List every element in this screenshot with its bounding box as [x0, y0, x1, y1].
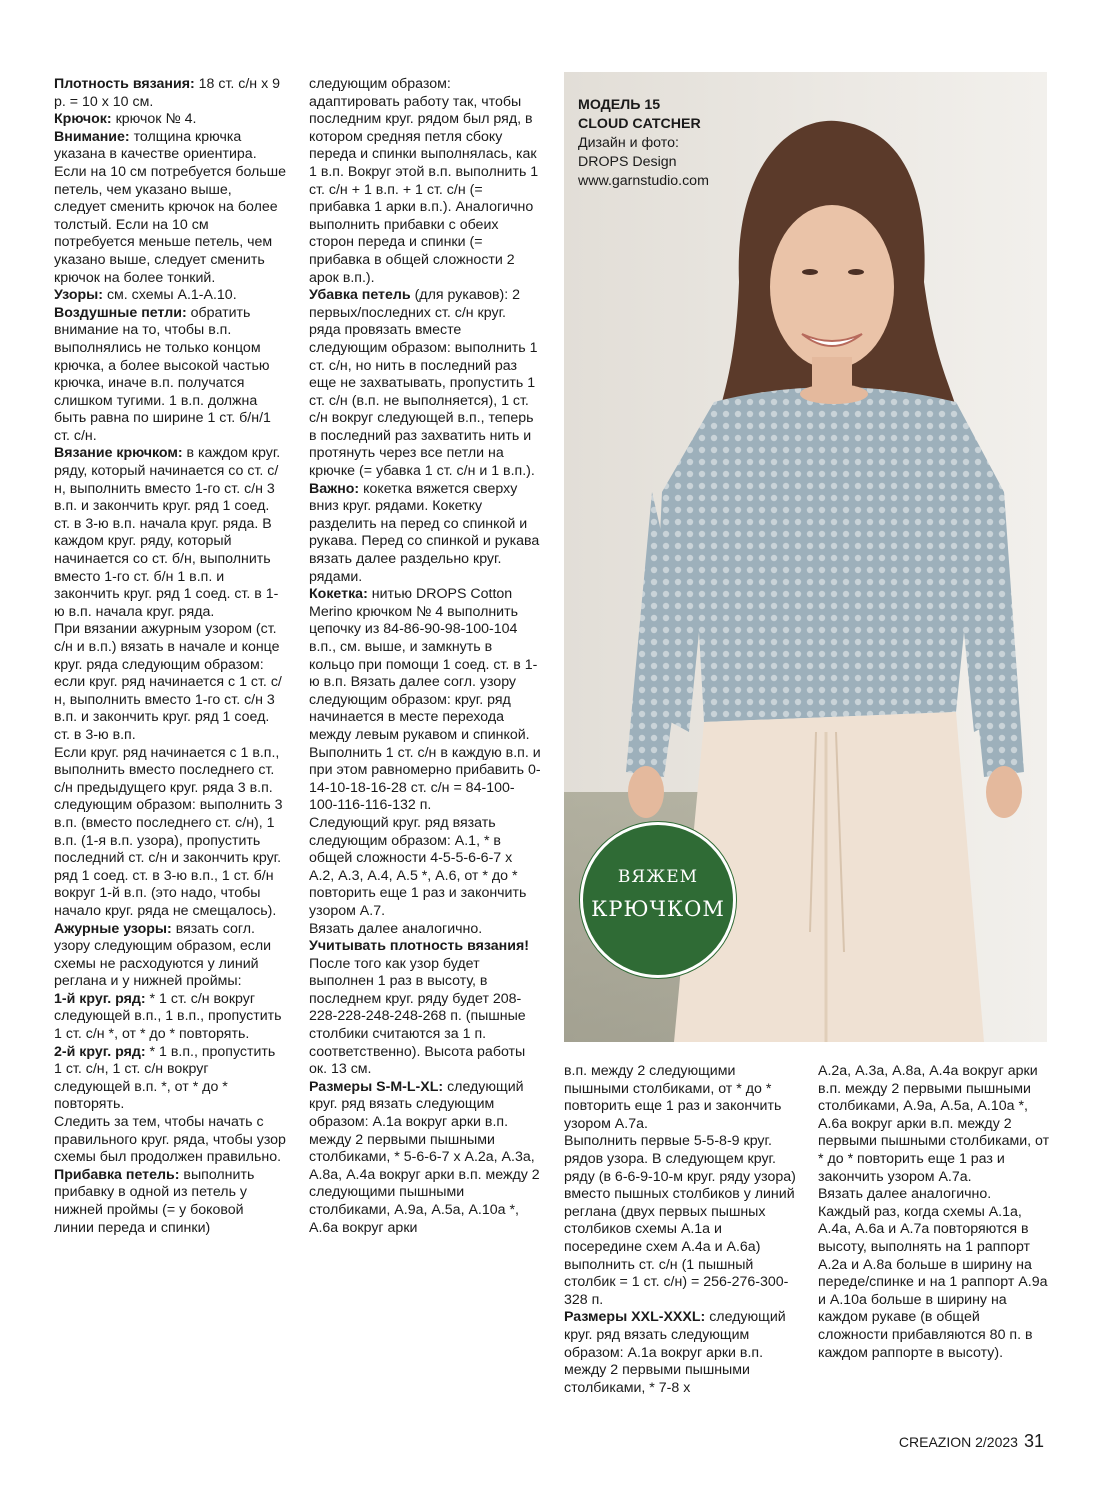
paragraph [54, 1114, 286, 1167]
paragraph-text: Каждый раз, когда схемы А.1а, А.4а, А.6а и А.7а повторяются в высоту, выполнять на 1 раппорт А.2а и А.8а больше в ширину на переде/спинке и на 1 раппорт А.9а и А.10а больше в ширину на каждом рукаве (в общей сложности прибавляются 80 п. в каждом раппорте в высоту). [818, 1203, 1048, 1361]
paragraph [309, 921, 541, 939]
photo-caption [578, 96, 709, 191]
paragraph-text: 18 ст. с/н х 9 р. = 10 х 10 см. [54, 76, 281, 110]
paragraph-text: толщина крючка указана в качестве ориентира. Если на 10 см потребуется больше петель, чем указано выше, следует сменить крючок на более толстый. Если на 10 см потребуется меньше петель, чем указано выше, следует сменить крючок на более тонкий. [54, 128, 286, 286]
paragraph [818, 1186, 1050, 1204]
paragraph-text: * 1 ст. с/н вокруг следующей в.п., 1 в.п., пропустить 1 ст. с/н *, от * до * повторять. [54, 990, 282, 1043]
paragraph [564, 1063, 796, 1133]
paragraph [54, 76, 286, 111]
paragraph-text: следующий круг. ряд вязать следующим образом: А.1а вокруг арки в.п. между 2 первыми пышными столбиками, * 5-6-6-7 х А.2а, А.3а, А.8а, А.4а вокруг арки в.п. между 2 следующими пышными столбиками, А.9а, А.5а, А.10а *, А.6а вокруг арки [309, 1078, 540, 1236]
paragraph-heading: 1-й круг. ряд: [54, 990, 146, 1007]
paragraph-heading: Важно: [309, 480, 360, 497]
paragraph-text: (для рукавов): 2 первых/последних ст. с/н круг. ряда провязать вместе следующим образом: выполнить 1 ст. с/н, но нить в последний раз еще не захватывать, пропустить 1 ст. с/н (в.п. не выполняется), 1 ст. с/н вокруг следующей в.п., теперь в последний раз захватить нить и протянуть через все петли на крючке (= убавка 1 ст. с/н и 1 в.п.). [309, 287, 538, 480]
paragraph-text: см. схемы А.1-А.10. [103, 287, 237, 304]
paragraph-heading: Размеры S-M-L-XL: [309, 1078, 444, 1095]
paragraph-heading: Размеры XXL-XXXL: [564, 1309, 706, 1326]
paragraph [564, 1309, 796, 1397]
paragraph-text: После того как узор будет выполнен 1 раз в высоту, в последнем круг. ряду будет 208-228-228-248-248-268 п. (пышные столбики считаются за 1 п. соответственно). Высота работы ок. 13 см. [309, 955, 526, 1078]
paragraph-heading: Кокетка: [309, 586, 368, 603]
paragraph [54, 991, 286, 1044]
paragraph-heading: Крючок: [54, 111, 112, 128]
paragraph [309, 76, 541, 287]
paragraph [309, 956, 541, 1079]
paragraph [309, 745, 541, 815]
paragraph-heading: 2-й круг. ряд: [54, 1043, 146, 1060]
paragraph-text: Следить за тем, чтобы начать с правильного круг. ряда, чтобы узор схемы был продолжен правильно. [54, 1114, 286, 1166]
paragraph-text: Выполнить 1 ст. с/н в каждую в.п. и при этом равномерно прибавить 0-14-10-18-16-28 ст. с/н = 84-100-100-116-116-132 п. [309, 744, 541, 814]
paragraph-text: кокетка вяжется сверху вниз круг. рядами. Кокетку разделить на перед со спинкой и рукава. Перед со спинкой и рукава вязать далее раздельно круг. рядами. [309, 480, 540, 585]
magazine-issue: CREAZION 2/2023 [898, 1434, 1018, 1450]
badge-line-1: ВЯЖЕМ [617, 867, 699, 887]
crochet-badge [580, 822, 736, 978]
paragraph [309, 481, 541, 587]
paragraph [54, 111, 286, 129]
paragraph [309, 287, 541, 481]
paragraph [54, 445, 286, 621]
paragraph [818, 1063, 1050, 1186]
paragraph [54, 305, 286, 446]
paragraph-text: следующий круг. ряд вязать следующим образом: А.1а вокруг арки в.п. между 2 первыми пышными столбиками, * 7-8 х [564, 1309, 786, 1396]
text-column-4 [818, 1063, 1050, 1362]
paragraph [309, 586, 541, 744]
paragraph [54, 129, 286, 287]
paragraph [564, 1133, 796, 1309]
paragraph-text: Если круг. ряд начинается с 1 в.п., выполнить вместо последнего ст. с/н предыдущего круг. ряда 3 в.п. следующим образом: выполнить 3 в.п. (вместо последнего ст. с/н), 1 в.п. (1-я в.п. узора), пропустить последний ст. с/н и закончить круг. ряд 1 соед. ст. в 3-ю в.п., 1 ст. б/н вокруг 1-й в.п. (это надо, чтобы начало круг. ряда не смещалось). [54, 744, 283, 919]
paragraph-text: обратить внимание на то, чтобы в.п. выполнялись не только концом крючка, а более высокой частью крючка, иначе в.п. получатся слишком тугими. 1 в.п. должна быть равна по ширине 1 ст. б/н/1 ст. с/н. [54, 304, 271, 444]
paragraph-text: Вязать далее аналогично. [309, 920, 483, 937]
paragraph-heading: Ажурные узоры: [54, 920, 172, 937]
paragraph-text: вязать согл. узору следующим образом, если схемы не расходуются у линий реглана и у нижней проймы: [54, 920, 272, 990]
paragraph-text: * 1 в.п., пропустить 1 ст. с/н, 1 ст. с/н вокруг следующей в.п. *, от * до * повторять. [54, 1043, 276, 1113]
paragraph-text: следующим образом: адаптировать работу так, чтобы последним круг. рядом был ряд, в котором средняя петля сбоку переда и спинки выполнялась, как 1 в.п. Вокруг этой в.п. выполнить 1 ст. с/н + 1 в.п. + 1 ст. с/н (= прибавка 1 арки в.п.). Аналогично выполнить прибавки с обеих сторон переда и спинки (= прибавка в общей сложности 2 арок в.п.). [309, 76, 539, 286]
paragraph-heading: Прибавка петель: [54, 1166, 180, 1183]
model-number: МОДЕЛЬ 15 [578, 97, 661, 113]
text-column-3 [564, 1063, 796, 1397]
paragraph [54, 1167, 286, 1237]
paragraph [818, 1204, 1050, 1362]
paragraph-text: Выполнить первые 5-5-8-9 круг. рядов узора. В следующем круг. ряду (в 6-6-9-10-м круг. ряду узора) вместо пышных столбиков у линий реглана (двух первых пышных столбиков схемы А.1а и посередине схем А.4а и А.6а) выполнить ст. с/н (1 пышный столбик = 1 ст. с/н) = 256-276-300-328 п. [564, 1133, 796, 1308]
designer-name: DROPS Design [578, 154, 677, 170]
paragraph [309, 1079, 541, 1237]
paragraph-text: Вязать далее аналогично. [818, 1186, 992, 1203]
credit-label: Дизайн и фото: [578, 135, 679, 151]
paragraph-heading: Плотность вязания: [54, 76, 195, 92]
model-name: CLOUD CATCHER [578, 116, 701, 132]
paragraph-heading: Воздушные петли: [54, 304, 187, 321]
paragraph-text: А.2а, А.3а, А.8а, А.4а вокруг арки в.п. между 2 первыми пышными столбиками, А.9а, А.5а, А.10а *, А.6а вокруг арки в.п. между 2 первыми пышными столбиками, от * до * повторить еще 1 раз и закончить узором А.7а. [818, 1063, 1050, 1185]
paragraph-text: Следующий круг. ряд вязать следующим образом: А.1, * в общей сложности 4-5-5-6-6-7 х А.2, А.3, А.4, А.5 *, А.6, от * до * повторить еще 1 раз и закончить узором А.7. [309, 814, 527, 919]
paragraph [54, 745, 286, 921]
model-photo [564, 72, 1047, 1042]
page-footer [899, 1431, 1044, 1452]
paragraph-text: При вязании ажурным узором (ст. с/н и в.п.) вязать в начале и конце круг. ряда следующим образом: если круг. ряд начинается с 1 ст. с/н, выполнить вместо 1-го ст. с/н 3 в.п. и закончить круг. ряд 1 соед. ст. в 3-ю в.п. [54, 621, 282, 743]
page-number: 31 [1023, 1431, 1044, 1451]
paragraph-text: нитью DROPS Cotton Merino крючком № 4 выполнить цепочку из 84-86-90-98-100-104 в.п., см. выше, и замкнуть в кольцо при помощи 1 соед. ст. в 1-ю в.п. Вязать далее согл. узору следующим образом: круг. ряд начинается в месте перехода между левым рукавом и спинкой. [309, 586, 538, 743]
paragraph-text: в каждом круг. ряду, который начинается со ст. с/н, выполнить вместо 1-го ст. с/н 3 в.п. и закончить круг. ряд 1 соед. ст. в 3-ю в.п. начала круг. ряда. В каждом круг. ряду, который начинается со ст. б/н, выполнить вместо 1-го ст. б/н 1 в.п. и закончить круг. ряд 1 соед. ст. в 1-ю в.п. начала круг. ряда. [54, 445, 281, 620]
text-column-1 [54, 76, 286, 1237]
paragraph-heading: Узоры: [54, 287, 103, 304]
paragraph-text: крючок № 4. [111, 111, 197, 128]
badge-line-2: КРЮЧКОМ [591, 897, 725, 921]
paragraph-heading: Убавка петель [309, 287, 411, 304]
paragraph [309, 815, 541, 921]
paragraph [54, 921, 286, 991]
paragraph-heading: Внимание: [54, 128, 130, 145]
paragraph-text: выполнить прибавку в одной из петель у нижней проймы (= у боковой линии переда и спинки) [54, 1166, 255, 1236]
paragraph-text: в.п. между 2 следующими пышными столбиками, от * до * повторить еще 1 раз и закончить узором А.7а. [564, 1063, 782, 1132]
paragraph [54, 1044, 286, 1114]
paragraph [309, 938, 541, 956]
website-link[interactable]: www.garnstudio.com [578, 173, 709, 189]
text-column-2 [309, 76, 541, 1237]
paragraph-heading: Учитывать плотность вязания! [309, 938, 529, 955]
paragraph [54, 621, 286, 744]
paragraph-heading: Вязание крючком: [54, 445, 183, 462]
paragraph [54, 287, 286, 305]
